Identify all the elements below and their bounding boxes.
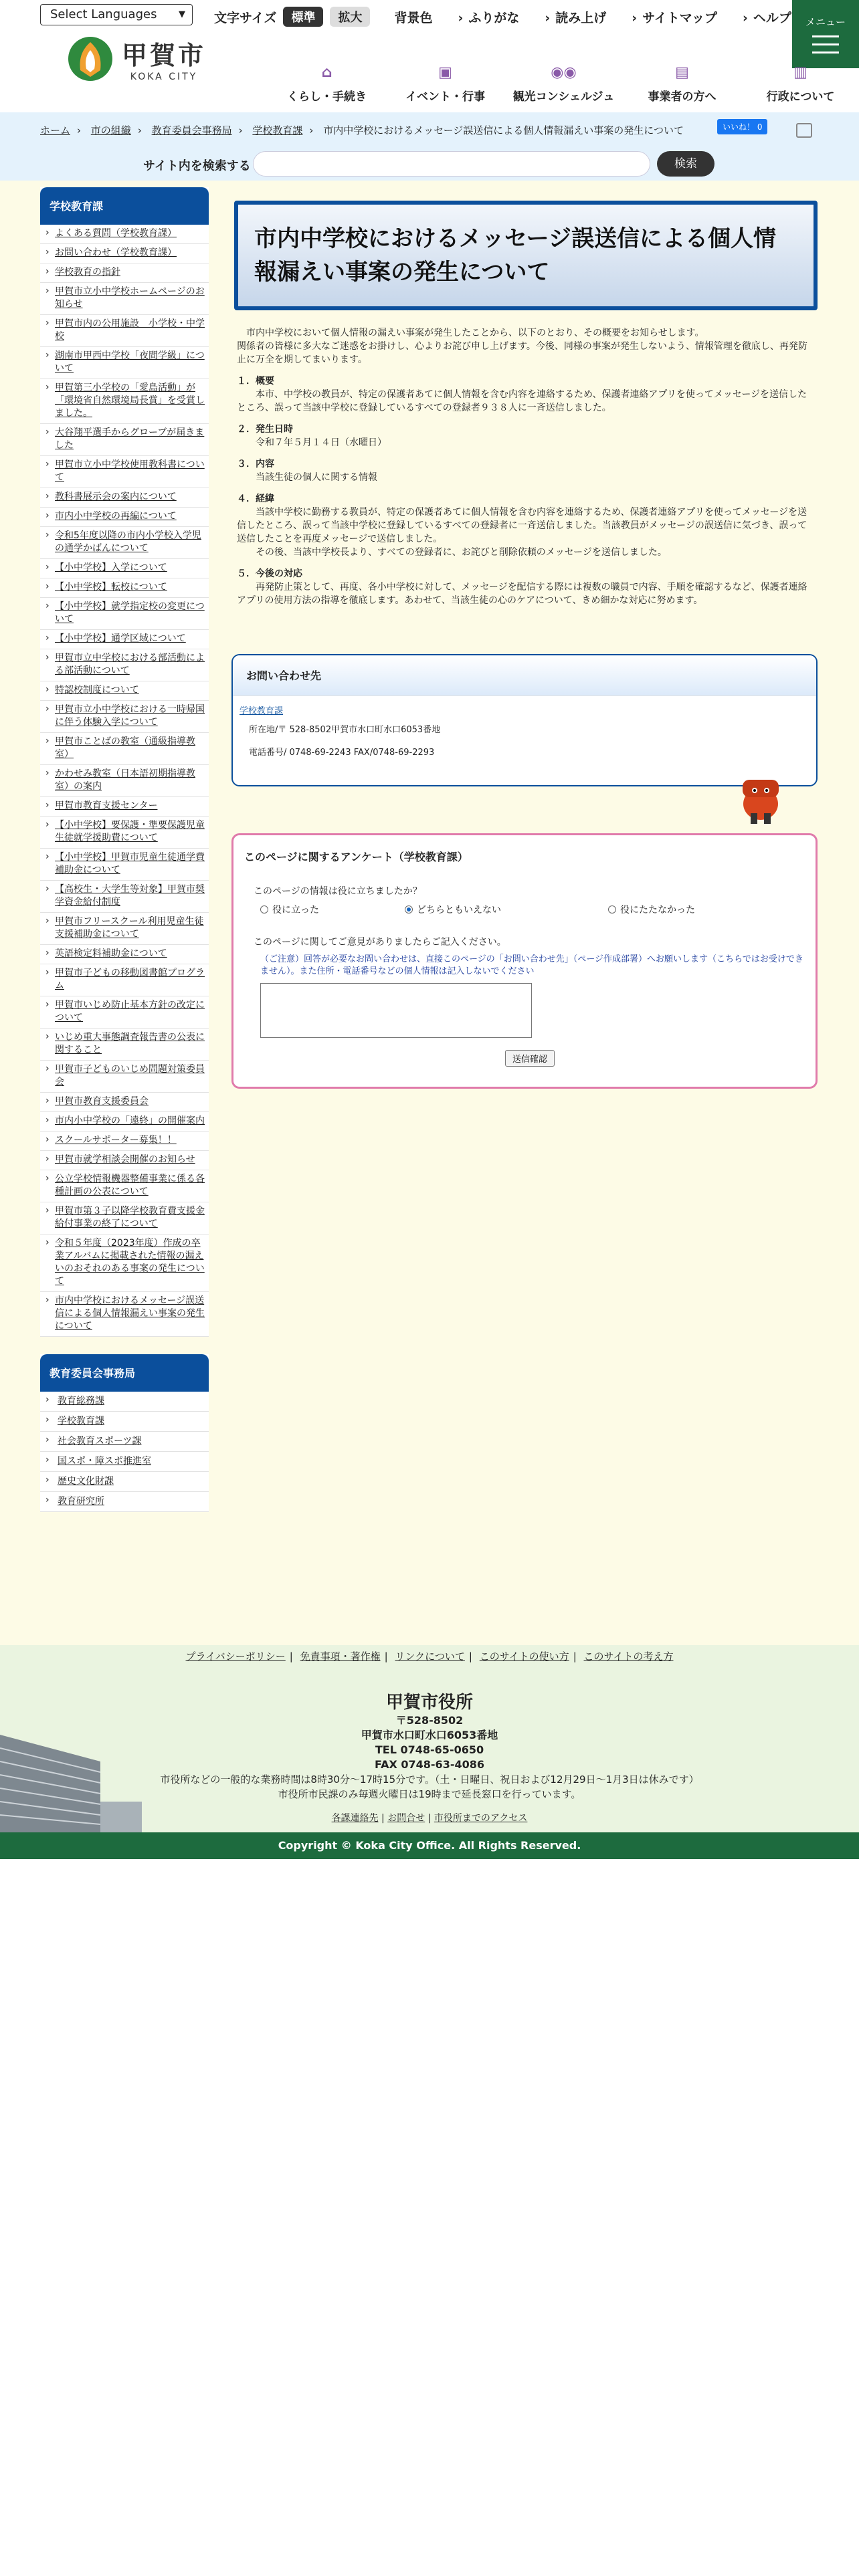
section-text: 本市、中学校の教員が、特定の保護者あてに個人情報を含む内容を連絡するため、保護者連絡アプリを使ってメッセージを送信したところ、誤って当該中学校に登録しているすべての登録者９３８人に一斉送信しました。 (237, 389, 807, 413)
sidebar-item[interactable]: › 甲賀市立小中学校使用教科書について (40, 456, 209, 488)
footer-link-usage[interactable]: このサイトの使い方 (479, 1650, 569, 1662)
sidebar-item[interactable]: › 甲賀市立小中学校ホームページのお知らせ (40, 283, 209, 315)
breadcrumb: ホーム › 市の組織 › 教育委員会事務局 › 学校教育課 › 市内中学校におけるメッセージ誤送信による個人情報漏えい事案の発生について (40, 124, 684, 136)
inquiry-dept-link[interactable]: 学校教育課 (240, 706, 284, 716)
sidebar-item[interactable]: › いじめ重大事態調査報告書の公表に関すること (40, 1029, 209, 1061)
footer-fax: FAX 0748-63-4086 (375, 1758, 484, 1771)
sidebar-item[interactable]: › 湖南市甲西中学校「夜間学級」について (40, 347, 209, 379)
sidebar-item[interactable]: › 特認校制度について (40, 681, 209, 701)
survey-title: このページに関するアンケート（学校教育課） (244, 851, 468, 863)
sidebar-item[interactable]: › 甲賀市立小中学校における一時帰国に伴う体験入学について (40, 701, 209, 733)
sidebar-item[interactable]: › スクールサポーター募集！！ (40, 1132, 209, 1151)
search-button[interactable]: 検索 (657, 151, 714, 177)
radio-icon[interactable] (608, 905, 616, 914)
gnav-label: イベント・行事 (405, 90, 485, 104)
survey-option-useful[interactable]: 役に立った (260, 903, 405, 916)
breadcrumb-school-education[interactable]: 学校教育課 (252, 124, 303, 136)
article-body (227, 310, 822, 607)
read-aloud-link[interactable]: › 読み上げ (545, 8, 606, 26)
city-hall-building-icon (0, 1721, 142, 1832)
sidebar-item[interactable]: › 教育総務課 (40, 1392, 209, 1412)
print-icon[interactable] (796, 123, 812, 138)
breadcrumb-organization[interactable]: 市の組織 (90, 124, 131, 136)
survey-note: （ご注意）回答が必要なお問い合わせは、直接このページの「お問い合わせ先」（ページ作成部署）へお願いします（こちらではお受けできません）。また住所・電話番号などの個人情報は記入しないでください (260, 954, 803, 976)
logo-text-jp: 甲賀市 (122, 40, 207, 70)
footer-link-policy[interactable]: このサイトの考え方 (583, 1650, 674, 1662)
gnav-item-administration[interactable] (741, 64, 859, 104)
sidebar-item[interactable]: › 甲賀市就学相談会開催のお知らせ (40, 1151, 209, 1170)
site-logo[interactable] (67, 35, 206, 82)
survey-submit-button[interactable]: 送信確認 (505, 1050, 555, 1067)
page-title-box (234, 201, 818, 310)
gnav-label: 事業者の方へ (648, 90, 717, 104)
footer-hours-extended: 市役所市民課のみ毎週火曜日は19時まで延長窓口を行っています。 (278, 1788, 581, 1800)
survey-question-useful: このページの情報は役に立ちましたか？ (254, 886, 422, 897)
footer-link-privacy[interactable]: プライバシーポリシー (185, 1650, 286, 1662)
sidebar-item[interactable]: › 【小中学校】就学指定校の変更について (40, 598, 209, 630)
gnav-item-living[interactable] (268, 64, 386, 104)
sidebar-section-title[interactable]: 学校教育課 (40, 187, 209, 225)
sidebar-item[interactable]: › 教科書展示会の案内について (40, 488, 209, 508)
mascot-icon (731, 773, 791, 827)
sidebar-item[interactable]: › 学校教育の指針 (40, 263, 209, 283)
sidebar-item[interactable]: › 社会教育スポーツ課 (40, 1432, 209, 1452)
footer-link-disclaimer[interactable]: 免責事項・著作権 (300, 1650, 381, 1662)
site-footer (0, 1645, 859, 1859)
chevron-down-icon: ▼ (179, 9, 185, 19)
text-size-standard-button[interactable]: 標準 (283, 7, 323, 27)
house-icon: ⌂ (321, 64, 332, 81)
section-text: 当該中学校に勤務する教員が、特定の保護者あてに個人情報を含む内容を連絡するため、保護者連絡アプリを使ってメッセージを送信したところ、誤って当該中学校に登録しているすべての登録者に一斉送信しました。当該教員がメッセージの誤送信に気づき、誤って送信したことを再度メッセージで送信しました。 (237, 507, 807, 544)
footer-link-access[interactable]: 市役所までのアクセス (434, 1813, 528, 1824)
sidebar-item[interactable]: › 令和５年度（2023年度）作成の卒業アルバムに掲載された情報の漏えいのおそれのある事案の発生について (40, 1235, 209, 1292)
binoculars-icon: ◉◉ (551, 64, 577, 81)
sidebar-section-board (40, 1354, 209, 1512)
sidebar-item[interactable]: › お問い合わせ（学校教育課） (40, 244, 209, 263)
sidebar-item[interactable]: › 【高校生・大学生等対象】甲賀市奨学資金給付制度 (40, 881, 209, 913)
inquiry-address: 所在地/〒 528-8502甲賀市水口町水口6053番地 (249, 725, 441, 735)
section-heading: ３．内容 (237, 459, 274, 469)
sidebar-item[interactable]: › 市内小中学校の「遠終」の開催案内 (40, 1112, 209, 1132)
footer-hours: 市役所などの一般的な業務時間は8時30分～17時15分です。（土・日曜日、祝日および12月29日～1月3日は休みです） (160, 1774, 699, 1786)
sidebar-item[interactable]: › 甲賀市第３子以降学校教育費支援金給付事業の終了について (40, 1202, 209, 1235)
sidebar (40, 187, 209, 1529)
background-color-link[interactable]: 背景色 (394, 10, 433, 25)
breadcrumb-board-of-education[interactable]: 教育委員会事務局 (151, 124, 232, 136)
inquiry-box (231, 654, 818, 786)
footer-link-contacts[interactable]: 各課連絡先 (331, 1813, 379, 1824)
survey-option-neutral[interactable]: どちらともいえない (405, 903, 549, 916)
footer-address: 甲賀市水口町水口6053番地 (361, 1729, 498, 1741)
survey-option-not-useful[interactable]: 役にたたなかった (608, 903, 753, 916)
gnav-label: くらし・手続き (287, 90, 367, 104)
facebook-like-button[interactable]: いいね！ 0 (717, 119, 767, 134)
breadcrumb-home[interactable]: ホーム (40, 124, 71, 136)
footer-zip: 〒528-8502 (395, 1714, 464, 1727)
menu-label: メニュー (805, 16, 846, 28)
footer-link-linking[interactable]: リンクについて (395, 1650, 465, 1662)
footer-office-name: 甲賀市役所 (385, 1693, 473, 1713)
sidebar-item[interactable]: › 【小中学校】甲賀市児童生徒通学費補助金について (40, 849, 209, 881)
section-heading: ５．今後の対応 (237, 568, 302, 579)
briefcase-icon: ▤ (675, 64, 689, 81)
inquiry-phone: 電話番号/ 0748-69-2243 FAX/0748-69-2293 (249, 748, 435, 758)
sidebar-item[interactable]: › 市内中学校におけるメッセージ誤送信による個人情報漏えい事案の発生について (40, 1292, 209, 1337)
sidebar-item[interactable]: › 【小中学校】入学について (40, 559, 209, 578)
footer-link-inquiry[interactable]: お問合せ (387, 1813, 425, 1824)
sidebar-item[interactable]: › 公立学校情報機器整備事業に係る各種計画の公表について (40, 1170, 209, 1202)
gnav-item-business[interactable] (623, 64, 741, 104)
calendar-icon: ▣ (438, 64, 452, 81)
language-select[interactable] (40, 4, 193, 25)
survey-box (231, 833, 818, 1089)
footer-tel: TEL 0748-65-0650 (375, 1743, 484, 1756)
sidebar-item[interactable]: › 甲賀市フリースクール利用児童生徒支援補助金について (40, 913, 209, 945)
sidebar-item[interactable]: › 令和5年度以降の市内小学校入学児の通学かばんについて (40, 527, 209, 559)
sidebar-item[interactable]: › 甲賀市教育支援センター (40, 797, 209, 817)
sidebar-item[interactable]: › 甲賀市子どものいじめ問題対策委員会 (40, 1061, 209, 1093)
section-heading: １．概要 (237, 376, 274, 387)
section-heading: ２．発生日時 (237, 424, 293, 435)
section-text: その後、当該中学校長より、すべての登録者に、お詫びと削除依頼のメッセージを送信しました。 (256, 547, 667, 558)
article-intro: 市内中学校において個人情報の漏えい事案が発生したことから、以下のとおり、その概要をお知らせします。 関係者の皆様に多大なご迷惑をお掛けし、心よりお詫び申し上げます。今後、同様の事案が発生しないよう、情報管理を徹底し、再発防止に万全を期してまいります。 (237, 328, 807, 365)
sidebar-list (40, 225, 209, 1337)
menu-button[interactable] (792, 0, 859, 68)
main-content (227, 187, 822, 1089)
sidebar-item[interactable]: › かわせみ教室（日本語初期指導教室）の案内 (40, 765, 209, 797)
section-text: 当該生徒の個人に関する情報 (256, 472, 377, 483)
sidebar-item[interactable]: › 【小中学校】転校について (40, 578, 209, 598)
sitemap-link[interactable]: › サイトマップ (632, 8, 717, 26)
site-header (0, 0, 859, 112)
sidebar-item[interactable]: › 市内小中学校の再編について (40, 508, 209, 527)
language-select-label: Select Languages (50, 7, 157, 21)
sidebar-section-title[interactable]: 教育委員会事務局 (40, 1354, 209, 1392)
sidebar-item[interactable]: › 甲賀第三小学校の「愛島活動」が「環境省自然環境局長賞」を受賞しました。 (40, 379, 209, 424)
footer-links: プライバシーポリシー | 免責事項・著作権 | リンクについて | このサイトの使い方 | このサイトの考え方 (185, 1650, 674, 1662)
hamburger-icon (812, 35, 839, 53)
help-link[interactable]: › ヘルプ (743, 8, 791, 26)
document-icon: ▥ (793, 64, 807, 81)
sidebar-item[interactable]: › 教育研究所 (40, 1492, 209, 1512)
furigana-link[interactable]: › ふりがな (458, 8, 520, 26)
sidebar-item[interactable]: › 国スポ・障スポ推進室 (40, 1452, 209, 1472)
sidebar-item[interactable]: › 大谷翔平選手からグローブが届きました (40, 424, 209, 456)
sidebar-item[interactable]: › 甲賀市教育支援委員会 (40, 1093, 209, 1112)
page-title: 市内中学校におけるメッセージ誤送信による個人情報漏えい事案の発生について (254, 225, 776, 286)
sidebar-item[interactable]: › 甲賀市子どもの移動図書館プログラム (40, 964, 209, 996)
search-label: サイト内を検索する (143, 159, 251, 173)
search-input[interactable] (253, 151, 650, 177)
utility-links (214, 7, 791, 27)
sidebar-item[interactable]: › 甲賀市ことばの教室（通級指導教室） (40, 733, 209, 765)
radio-icon[interactable] (260, 905, 268, 914)
breadcrumb-bar (0, 112, 859, 181)
radio-selected-icon[interactable] (405, 905, 413, 914)
copyright: Copyright © Koka City Office. All Rights Reserved. (0, 1832, 859, 1859)
sidebar-item[interactable]: › よくある質問（学校教育課） (40, 225, 209, 244)
text-size-large-button[interactable]: 拡大 (330, 7, 370, 27)
sidebar-list (40, 1392, 209, 1512)
sidebar-item[interactable]: › 甲賀市内の公用施設 小学校・中学校 (40, 315, 209, 347)
global-nav (268, 64, 859, 104)
footer-bottom-links: 各課連絡先 | お問合せ | 市役所までのアクセス (331, 1813, 528, 1824)
inquiry-title: お問い合わせ先 (233, 655, 816, 695)
sidebar-item[interactable]: › 歴史文化財課 (40, 1472, 209, 1492)
breadcrumb-current: 市内中学校におけるメッセージ誤送信による個人情報漏えい事案の発生について (323, 124, 684, 136)
gnav-label: 観光コンシェルジュ (512, 90, 615, 104)
sidebar-item[interactable]: › 【小中学校】通学区域について (40, 630, 209, 649)
gnav-label: 行政について (766, 90, 835, 104)
survey-question-comment: このページに関してご意見がありましたらご記入ください。 (254, 937, 506, 948)
section-text: 令和７年５月１４日（水曜日） (256, 437, 387, 448)
city-emblem-icon (67, 35, 114, 82)
section-heading: ４．経緯 (237, 494, 274, 504)
gnav-item-events[interactable] (386, 64, 504, 104)
sidebar-section-school-education (40, 187, 209, 1337)
sidebar-item[interactable]: › 英語検定料補助金について (40, 945, 209, 964)
survey-options (244, 903, 805, 916)
gnav-item-tourism[interactable] (504, 64, 623, 104)
section-text: 再発防止策として、再度、各小中学校に対して、メッセージを配信する際には複数の職員で内容、手順を確認するなど、保護者連絡アプリの使用方法の指導を徹底します。あわせて、当該生徒の心のケアについて、きめ細かな対応に努めます。 (237, 582, 807, 606)
text-size-label: 文字サイズ (214, 10, 277, 25)
sidebar-item[interactable]: › 学校教育課 (40, 1412, 209, 1432)
survey-comment-field[interactable] (260, 983, 532, 1038)
sidebar-item[interactable]: › 甲賀市いじめ防止基本方針の改定について (40, 996, 209, 1029)
logo-text-en: KOKA CITY (130, 72, 198, 82)
sidebar-item[interactable]: › 【小中学校】要保護・準要保護児童生徒就学援助費について (40, 817, 209, 849)
sidebar-item[interactable]: › 甲賀市立中学校における部活動による部活動について (40, 649, 209, 681)
